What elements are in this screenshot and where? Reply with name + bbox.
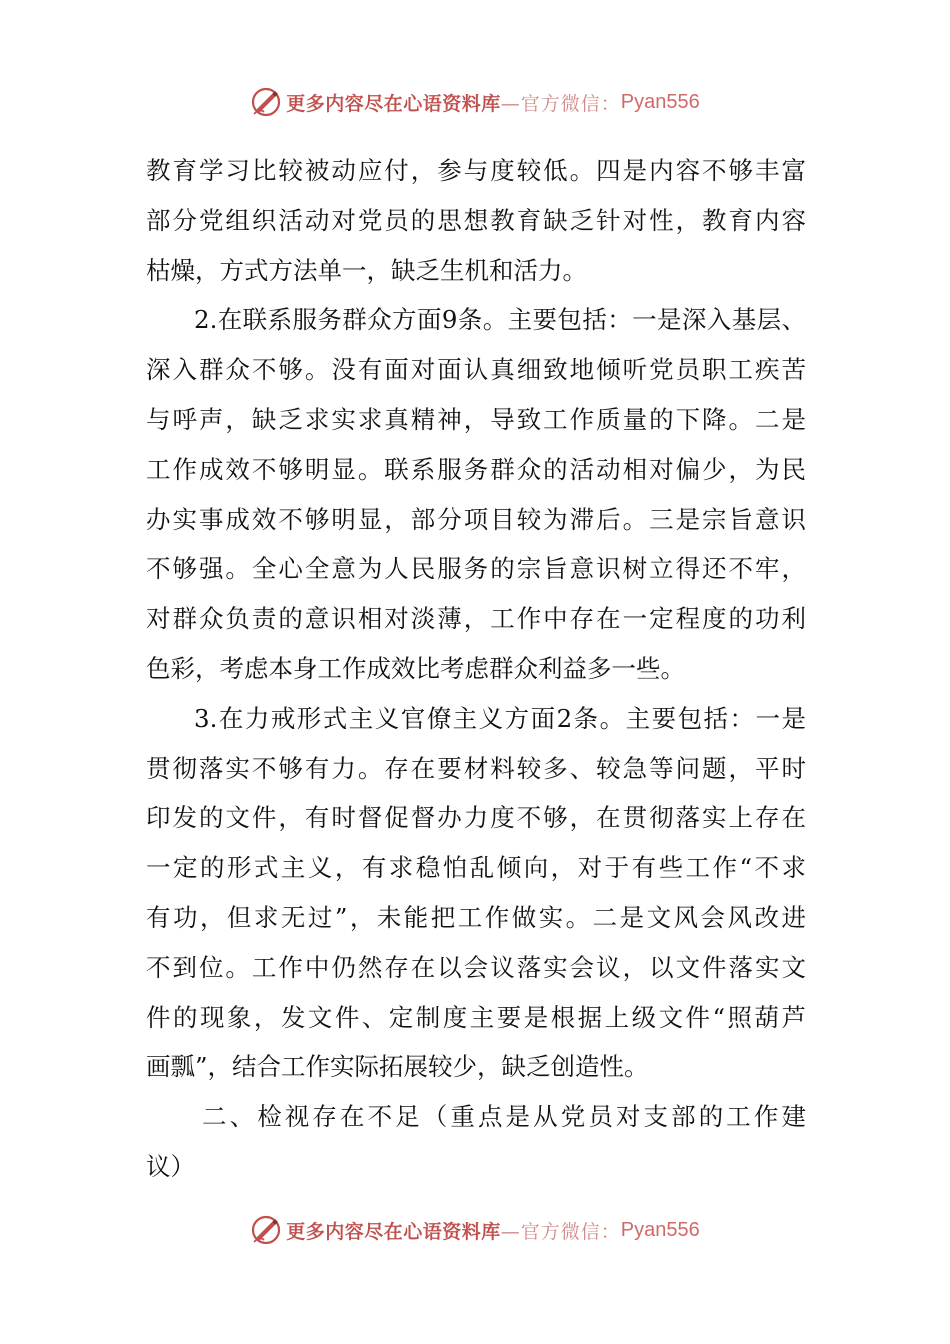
text-line: 件的现象，发文件、定制度主要是根据上级文件“照葫芦 bbox=[146, 1002, 806, 1032]
watermark-brand: 更多内容尽在心语资料库 bbox=[286, 92, 501, 115]
section-heading: 二、检视存在不足（重点是从党员对支部的工作建 bbox=[202, 1102, 806, 1132]
text-line: 不够强。全心全意为人民服务的宗旨意识树立得还不牢， bbox=[146, 554, 806, 584]
text-line: 色彩，考虑本身工作成效比考虑群众利益多一些。 bbox=[146, 653, 685, 683]
text-line: 有功，但求无过”，未能把工作做实。二是文风会风改进 bbox=[146, 902, 806, 932]
watermark-separator: —官方微信： bbox=[500, 1220, 621, 1243]
pen-logo-icon bbox=[250, 1214, 282, 1246]
text-line: 工作成效不够明显。联系服务群众的活动相对偏少，为民 bbox=[146, 454, 806, 484]
text-line: 办实事成效不够明显，部分项目较为滞后。三是宗旨意识 bbox=[146, 504, 806, 534]
watermark-header bbox=[0, 82, 950, 122]
text-line: 枯燥，方式方法单一，缺乏生机和活力。 bbox=[146, 255, 587, 285]
watermark-footer bbox=[0, 1210, 950, 1250]
watermark-separator: —官方微信： bbox=[500, 92, 621, 115]
text-line: 贯彻落实不够有力。存在要材料较多、较急等问题，平时 bbox=[146, 753, 806, 783]
text-line: 部分党组织活动对党员的思想教育缺乏针对性，教育内容 bbox=[146, 205, 806, 235]
text-line: 与呼声，缺乏求实求真精神，导致工作质量的下降。二是 bbox=[146, 404, 806, 434]
text-line: 不到位。工作中仍然存在以会议落实会议，以文件落实文 bbox=[146, 952, 806, 982]
text-line: 一定的形式主义，有求稳怕乱倾向，对于有些工作“不求 bbox=[146, 853, 806, 883]
text-line: 2.在联系服务群众方面9条。主要包括：一是深入基层、 bbox=[194, 305, 806, 335]
text-line: 印发的文件，有时督促督办力度不够，在贯彻落实上存在 bbox=[146, 803, 806, 833]
document-body bbox=[146, 146, 806, 1192]
text-line: 教育学习比较被动应付，参与度较低。四是内容不够丰富 bbox=[146, 156, 806, 185]
watermark-wechat-id: Pyan556 bbox=[620, 90, 700, 113]
pen-logo-icon bbox=[250, 86, 282, 118]
text-line: 深入群众不够。没有面对面认真细致地倾听党员职工疾苦 bbox=[146, 355, 806, 385]
text-line: 3.在力戒形式主义官僚主义方面2条。主要包括：一是 bbox=[194, 703, 806, 733]
text-line: 画瓢”，结合工作实际拓展较少，缺乏创造性。 bbox=[146, 1052, 649, 1082]
watermark-wechat-id: Pyan556 bbox=[620, 1218, 700, 1241]
text-line: 对群众负责的意识相对淡薄，工作中存在一定程度的功利 bbox=[146, 604, 806, 634]
watermark-brand: 更多内容尽在心语资料库 bbox=[286, 1220, 501, 1243]
section-heading-continuation: 议） bbox=[146, 1151, 195, 1181]
